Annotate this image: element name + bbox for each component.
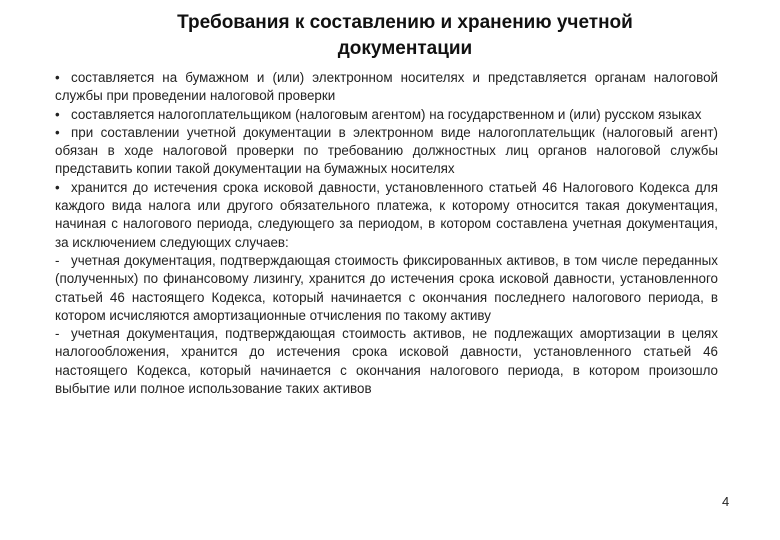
exception-item-text: учетная документация, подтверждающая стоимость активов, не подлежащих амортизации в целях налогообложения, хранится до истечения срока исковой давности, установленного статьей 46 настоящего Кодекса, который начинается с окончания налогового периода, в котором произошло выбытие или полное использование таких активов [55,326,718,397]
list-item [55,106,718,124]
bullet-marker: • [55,179,60,195]
page-number: 4 [722,494,730,509]
list-item-text: составляется налогоплательщиком (налоговым агентом) на государственном и (или) русском языках [71,106,702,122]
slide-body [55,69,718,398]
bullet-marker: • [55,124,60,140]
exception-item [55,325,718,398]
list-item-text: составляется на бумажном и (или) электронном носителях и представляется органам налоговой службы при проведении налоговой проверки [55,70,718,104]
slide-title: Требования к составлению и хранению учетной документации [177,12,633,59]
bullet-marker: • [55,106,60,122]
list-item [55,179,718,252]
dash-marker: - [55,326,60,342]
dash-marker: - [55,252,60,268]
list-item-text: хранится до истечения срока исковой давности, установленного статьей 46 Налогового Кодекса для каждого вида налога или другого обязательного платежа, к которому относится такая документация, начиная с налогового периода, следующего за периодом, в котором составлена учетная документация, за исключением следующих случаев: [55,179,718,250]
list-item-text: при составлении учетной документации в электронном виде налогоплательщик (налоговый агент) обязан в ходе налоговой проверки по требованию должностных лиц органов налоговой службы представить копии такой документации на бумажных носителях [55,124,718,177]
list-item [55,124,718,179]
bullet-marker: • [55,70,60,85]
exception-item [55,252,718,325]
exception-item-text: учетная документация, подтверждающая стоимость фиксированных активов, в том числе переданных (полученных) по финансовому лизингу, хранится до истечения срока исковой давности, установленного статьей 46 настоящего Кодекса, который начинается с окончания последнего налогового периода, в котором исчисляются амортизационные отчисления по такому активу [55,252,718,323]
list-item [55,69,718,106]
